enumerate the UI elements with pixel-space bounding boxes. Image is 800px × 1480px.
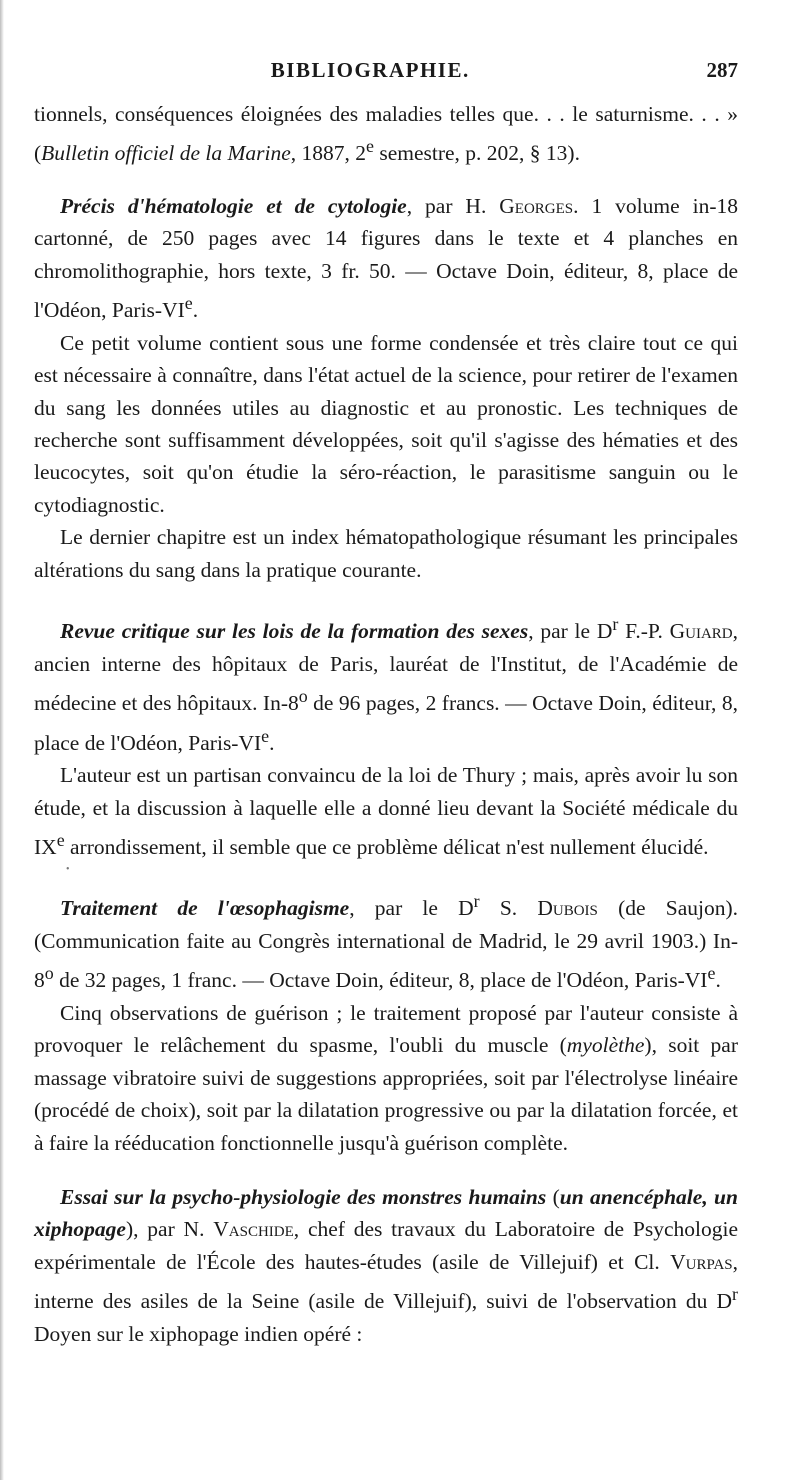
entry-oesophagisme-review: Cinq observations de guérison ; le traitement proposé par l'auteur consiste à provoquer le relâchement du spasme, l'oubli du muscle (myolèthe), soit par massage vibratoire suivi de suggestions appropriées, soit par l'électrolyse linéaire (procédé de choix), soit par la dilatation progressive ou par la dilatation forcée, et à faire la rééducation fonctionnelle jusqu'à guérison complète.	[34, 1001, 738, 1155]
entry-monstres-author-1: Vaschide	[213, 1217, 294, 1242]
entry-hematologie-author: Georges	[499, 193, 574, 218]
entry-hematologie-review-1: Ce petit volume contient sous une forme condensée et très claire tout ce qui est nécessaire à connaître, dans l'état actuel de la science, pour retirer de l'examen du sang les données utiles au diagnostic et au pronostic. Les techniques de recherche sont suffisamment développées, soit qu'il s'agisse des hématies et des leucocytes, soit qu'on étudie la séro-réaction, le parasitisme sanguin ou le cytodiagnostic.	[34, 330, 738, 517]
entry-oesophagisme-author: Dubois	[537, 896, 598, 921]
entry-hematologie-review-2: Le dernier chapitre est un index hématopathologique résumant les principales altérations du sang dans la pratique courante.	[34, 525, 738, 582]
page-number: 287	[706, 58, 738, 82]
entry-monstres-title: Essai sur la psycho-physiologie des monstres humains	[60, 1185, 547, 1210]
running-title: BIBLIOGRAPHIE.	[270, 58, 470, 82]
entry-sexes-title: Revue critique sur les lois de la formation des sexes	[60, 619, 529, 644]
entry-sexes-citation: Revue critique sur les lois de la formation des sexes, par le $D^r$ F.-P. Guiard, ancien interne des hôpitaux de Paris, lauréat de l'Institut, de l'Académie de médecine et des hôpitaux. In-8$^o$ de 96 pages, 2 francs. — Octave Doin, éditeur, 8, place de l'Odéon, Paris-VIe.	[34, 614, 738, 755]
continuation-paragraph: tionnels, conséquences éloignées des maladies telles que. . . le saturnisme. . . » (Bulletin officiel de la Marine, 1887, 2e semestre, p. 202, § 13).	[34, 102, 738, 166]
page-header	[34, 58, 738, 98]
entry-monstres-author-2: Vurpas	[670, 1249, 733, 1274]
journal-title: Bulletin officiel de la Marine	[41, 141, 291, 166]
entry-sexes-author: Guiard	[669, 619, 733, 644]
entry-oesophagisme-title: Traitement de l'œsophagisme	[60, 896, 350, 921]
entry-sexes-review: L'auteur est un partisan convaincu de la loi de Thury ; mais, après avoir lu son étude, et la discussion à laquelle elle a donné lieu devant la Société médicale du IXe arrondissement, il semble que ce problème délicat n'est nullement élucidé.	[34, 763, 738, 860]
scan-edge	[0, 0, 4, 1480]
entry-hematologie-citation: Précis d'hématologie et de cytologie, par H. Georges. 1 volume in-18 cartonné, de 250 pages avec 14 figures dans le texte et 4 planches en chromolithographie, hors texte, 3 fr. 50. — Octave Doin, éditeur, 8, place de l'Odéon, Paris-VIe.	[34, 193, 738, 323]
entry-monstres-citation: Essai sur la psycho-physiologie des monstres humains (un anencéphale, un xiphopage), par N. Vaschide, chef des travaux du Laboratoire de Psychologie expérimentale de l'École des hautes-études (asile de Villejuif) et Cl. Vurpas, interne des asiles de la Seine (asile de Villejuif), suivi de l'observation du $D^r$ Doyen sur le xiphopage indien opéré :	[34, 1185, 738, 1346]
entry-oesophagisme-citation: Traitement de l'œsophagisme, par le $D^r$ S. Dubois (de Saujon). (Communication faite au Congrès international de Madrid, le 29 avril 1903.) In-8$^o$ de 32 pages, 1 franc. — Octave Doin, éditeur, 8, place de l'Odéon, Paris-VIe.	[34, 891, 738, 993]
scan-mark: •	[66, 864, 70, 876]
entry-hematologie-title: Précis d'hématologie et de cytologie	[60, 193, 407, 218]
